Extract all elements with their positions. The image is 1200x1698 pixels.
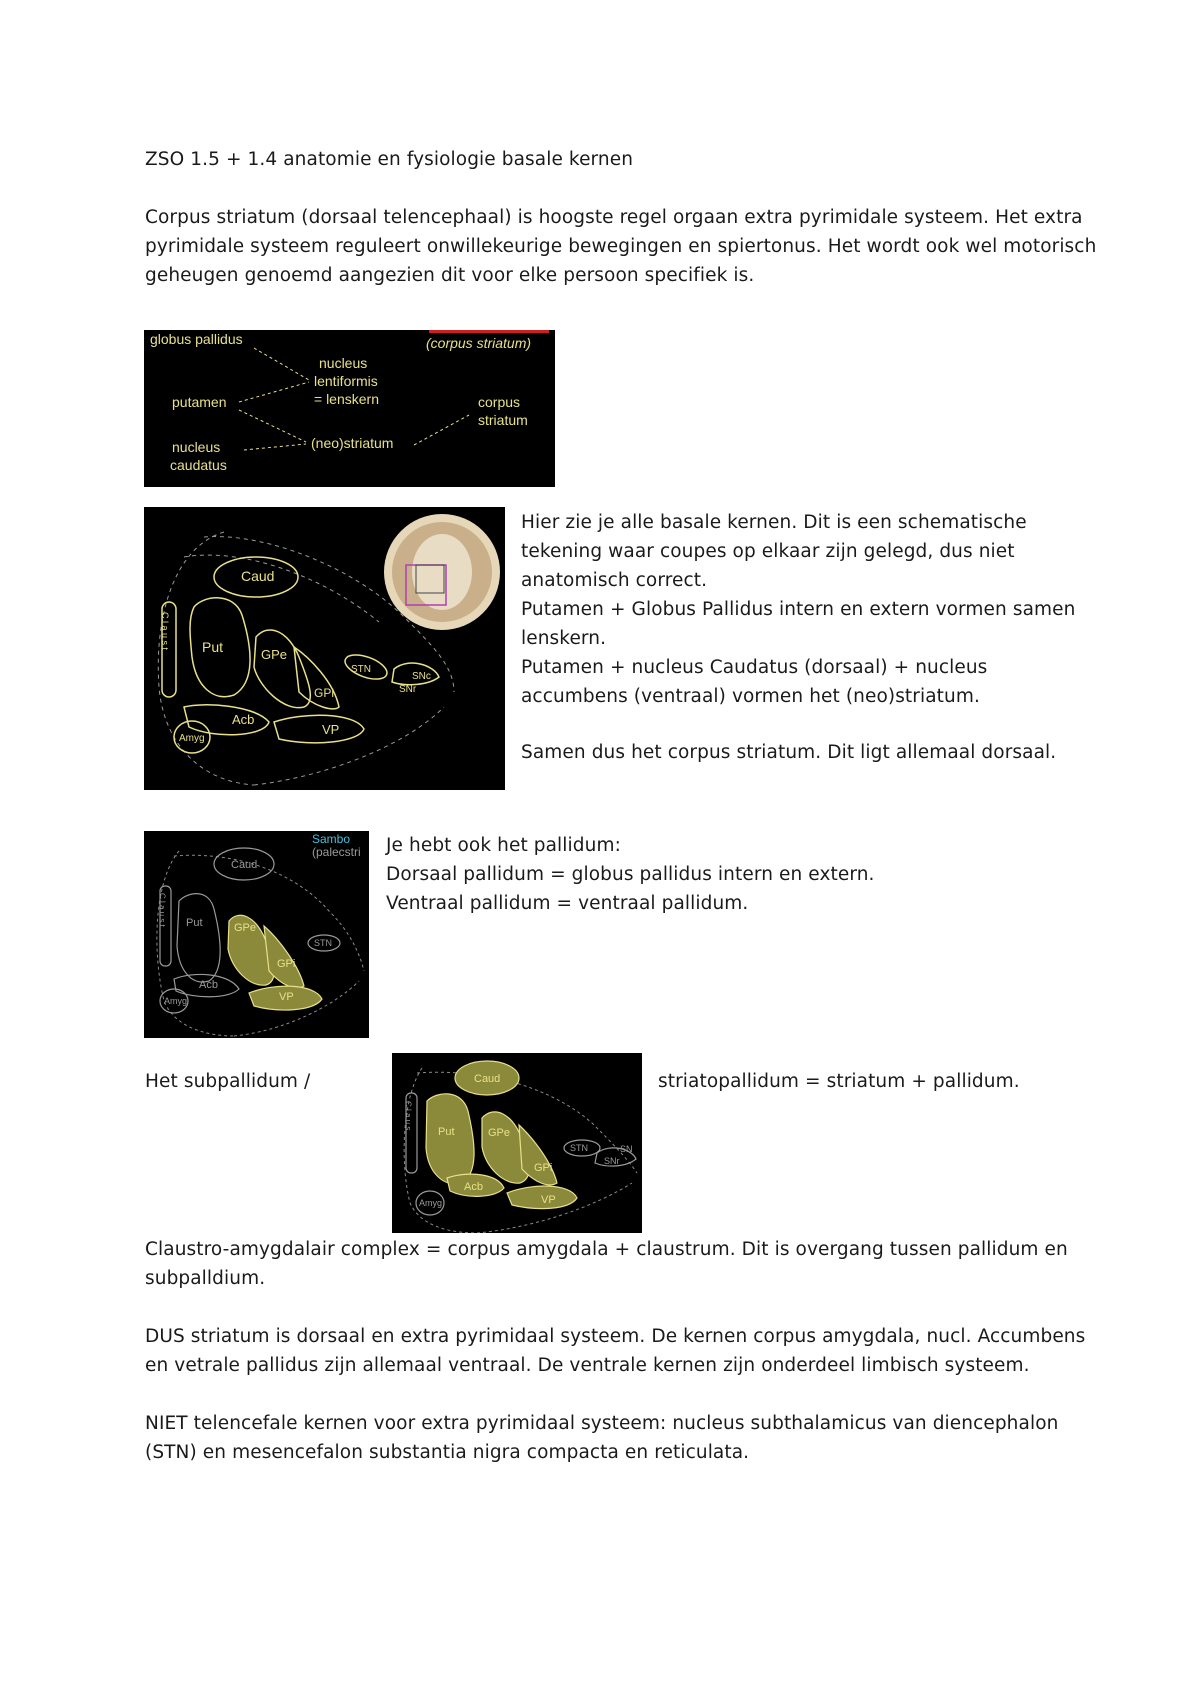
label-sambo: Sambo xyxy=(312,832,351,846)
label-gpe: GPe xyxy=(261,647,288,662)
outro-line-6: (STN) en mesencefalon substantia nigra compacta en reticulata. xyxy=(145,1442,750,1463)
label-gpi: GPi xyxy=(277,958,296,970)
red-header-bar xyxy=(429,330,549,333)
label-vp: VP xyxy=(279,991,294,1003)
label-stn: STN xyxy=(570,1143,588,1153)
label-corpus: corpus xyxy=(478,394,521,410)
nomenclature-diagram xyxy=(144,330,555,487)
shape-gpe xyxy=(254,630,310,708)
intro-line-1: Corpus striatum (dorsaal telencephaal) is hoogste regel orgaan extra pyrimidale systeem. Het extra xyxy=(145,207,1083,228)
label-gpe: GPe xyxy=(234,922,257,934)
fig3-text-1: Je hebt ook het pallidum: xyxy=(386,835,621,856)
label-globus-pallidus: globus pallidus xyxy=(150,331,243,347)
page-title: ZSO 1.5 + 1.4 anatomie en fysiologie basale kernen xyxy=(145,149,634,170)
shape-acb xyxy=(184,705,269,735)
subpallidum-left: Het subpallidum / xyxy=(145,1071,311,1092)
brain-thumbnail xyxy=(384,514,500,630)
label-nucleus-2: nucleus xyxy=(172,439,221,455)
label-sn: SN xyxy=(620,1144,633,1154)
shape-vp xyxy=(274,715,364,743)
label-caud: Caud xyxy=(474,1073,501,1085)
label-amyg: Amyg xyxy=(164,996,188,1006)
label-acb: Acb xyxy=(464,1181,483,1193)
label-amyg: Amyg xyxy=(179,733,205,744)
label-putamen: putamen xyxy=(172,394,227,410)
shape-put xyxy=(426,1094,474,1184)
label-nucleus: nucleus xyxy=(319,355,368,371)
label-gpi: GPi xyxy=(534,1162,553,1174)
basal-ganglia-diagram xyxy=(144,507,505,790)
label-acb: Acb xyxy=(232,712,255,727)
figure-pallidum xyxy=(144,831,369,1038)
outro-line-1: Claustro-amygdalair complex = corpus amygdala + claustrum. Dit is overgang tussen pallidum en xyxy=(145,1239,1068,1260)
label-stn: STN xyxy=(314,938,332,948)
label-gpi: GPi xyxy=(314,686,335,700)
label-caudatus: caudatus xyxy=(170,457,227,473)
figure-nomenclature xyxy=(144,330,555,487)
outro-line-4: en vetrale pallidus zijn allemaal ventraal. De ventrale kernen zijn onderdeel limbisch systeem. xyxy=(145,1355,1030,1376)
label-corpus-striatum-paren: (corpus striatum) xyxy=(426,335,532,351)
label-caud: Caud xyxy=(231,859,258,871)
label-palaeostriatum: (palecstri xyxy=(312,845,361,859)
fig3-text-3: Ventraal pallidum = ventraal pallidum. xyxy=(386,893,749,914)
label-claustrum: C l a u s t xyxy=(157,893,167,927)
label-striatum: striatum xyxy=(478,412,528,428)
label-snr: SNr xyxy=(604,1156,620,1166)
label-lentiformis: lentiformis xyxy=(314,373,378,389)
fig2-text-7: accumbens (ventraal) vormen het (neo)striatum. xyxy=(521,686,980,707)
label-snr: SNr xyxy=(399,684,417,695)
label-put: Put xyxy=(202,639,224,655)
outro-line-5: NIET telencefale kernen voor extra pyrimidaal systeem: nucleus subthalamicus van diencephalon xyxy=(145,1413,1059,1434)
fig2-text-5: lenskern. xyxy=(521,628,607,649)
fig2-text-8: Samen dus het corpus striatum. Dit ligt allemaal dorsaal. xyxy=(521,742,1057,763)
striatopallidum-diagram xyxy=(392,1053,642,1233)
label-put: Put xyxy=(438,1126,455,1138)
label-claustrum: C l a u s t xyxy=(160,612,170,651)
fig2-text-3: anatomisch correct. xyxy=(521,570,708,591)
label-vp: VP xyxy=(541,1194,556,1206)
label-gpe: GPe xyxy=(488,1127,511,1139)
label-neostriatum: (neo)striatum xyxy=(311,435,394,451)
fig2-text-1: Hier zie je alle basale kernen. Dit is een schematische xyxy=(521,512,1027,533)
fig2-text-2: tekening waar coupes op elkaar zijn gelegd, dus niet xyxy=(521,541,1015,562)
subpallidum-right: striatopallidum = striatum + pallidum. xyxy=(658,1071,1020,1092)
label-amyg: Amyg xyxy=(419,1198,443,1208)
label-put: Put xyxy=(186,917,203,929)
label-vp: VP xyxy=(322,722,340,737)
fig3-text-2: Dorsaal pallidum = globus pallidus intern en extern. xyxy=(386,864,875,885)
outro-line-3: DUS striatum is dorsaal en extra pyrimidaal systeem. De kernen corpus amygdala, nucl. Accumbens xyxy=(145,1326,1086,1347)
label-claustrum: C l a u s xyxy=(403,1101,413,1131)
label-stn: STN xyxy=(351,664,371,675)
label-lenskern: = lenskern xyxy=(314,391,379,407)
figure-striatopallidum xyxy=(392,1053,642,1233)
outro-line-2: subpalldium. xyxy=(145,1268,266,1289)
label-acb: Acb xyxy=(199,979,218,991)
figure-basal-ganglia xyxy=(144,507,505,790)
intro-line-2: pyrimidale systeem reguleert onwillekeurige bewegingen en spiertonus. Het wordt ook wel motorisch xyxy=(145,236,1097,257)
fig2-text-6: Putamen + nucleus Caudatus (dorsaal) + nucleus xyxy=(521,657,988,678)
label-snc: SNc xyxy=(412,671,431,682)
fig2-text-4: Putamen + Globus Pallidus intern en extern vormen samen xyxy=(521,599,1076,620)
intro-line-3: geheugen genoemd aangezien dit voor elke persoon specifiek is. xyxy=(145,265,755,286)
shape-put xyxy=(177,894,220,982)
pallidum-diagram xyxy=(144,831,369,1038)
label-caud: Caud xyxy=(241,568,275,584)
